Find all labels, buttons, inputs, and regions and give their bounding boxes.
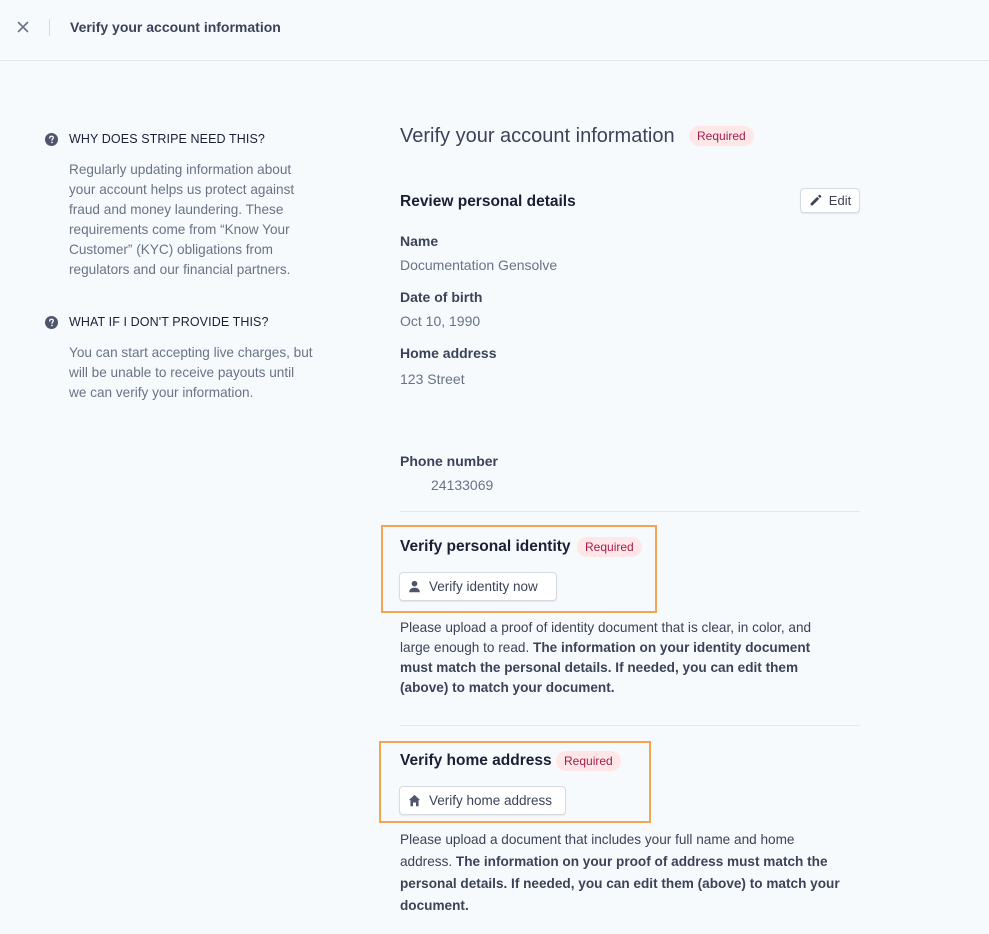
verify-identity-button-label: Verify identity now: [429, 579, 538, 594]
field-value-name: Documentation Gensolve: [400, 257, 558, 273]
section-divider: [400, 725, 860, 726]
why-heading-label: WHY DOES STRIPE NEED THIS?: [69, 132, 265, 146]
header-divider: [49, 19, 50, 36]
verify-home-address-button-label: Verify home address: [429, 793, 553, 808]
verify-home-address-button[interactable]: [399, 786, 566, 815]
personal-details-title: Review personal details: [400, 193, 576, 210]
identity-description-plain: Please upload a proof of identity document that is clear, in color, and large enough to read.: [400, 620, 812, 655]
edit-button[interactable]: [800, 188, 860, 213]
field-label-address: Home address: [400, 345, 497, 361]
address-description-bold: The information on your proof of address must match the personal details. If needed, you can edit them (above) to match your document.: [400, 854, 840, 913]
status-badge: Required: [689, 126, 754, 146]
field-label-phone: Phone number: [400, 453, 499, 469]
identity-title: Verify personal identity: [400, 538, 571, 555]
what-if-heading: [45, 315, 269, 329]
person-icon: [408, 580, 421, 593]
why-heading: [45, 132, 265, 146]
address-description-plain: Please upload a document that includes your full name and home address.: [400, 832, 795, 869]
identity-description: [400, 618, 840, 698]
pencil-icon: [809, 194, 822, 207]
verify-identity-button[interactable]: [399, 572, 557, 601]
home-icon: [408, 794, 421, 807]
close-icon[interactable]: [14, 18, 32, 36]
field-label-name: Name: [400, 233, 439, 249]
field-label-dob: Date of birth: [400, 289, 483, 305]
top-bar: [0, 0, 989, 61]
address-description: [400, 829, 840, 917]
question-circle-icon: [45, 133, 58, 146]
what-if-text: You can start accepting live charges, but will be unable to receive payouts until we can verify your information.: [69, 345, 313, 400]
address-status-badge: Required: [556, 751, 621, 771]
identity-status-badge: Required: [577, 537, 642, 557]
section-divider: [400, 511, 860, 512]
what-if-heading-label: WHAT IF I DON'T PROVIDE THIS?: [69, 315, 269, 329]
field-value-phone: 24133069: [431, 477, 494, 493]
edit-button-label: Edit: [828, 193, 852, 208]
header-title: Verify your account information: [70, 19, 281, 35]
why-text: Regularly updating information about your account helps us protect against fraud and money laundering. These requirements come from “Know Your Customer” (KYC) obligations from regulators and our financial partners.: [69, 162, 295, 277]
identity-description-bold: The information on your identity document must match the personal details. If needed, you can edit them (above) to match your document.: [400, 640, 811, 695]
field-value-address: 123 Street: [400, 371, 465, 387]
question-circle-icon: [45, 316, 58, 329]
address-title: Verify home address: [400, 752, 552, 769]
field-value-dob: Oct 10, 1990: [400, 313, 481, 329]
page-title: Verify your account information: [400, 125, 675, 147]
